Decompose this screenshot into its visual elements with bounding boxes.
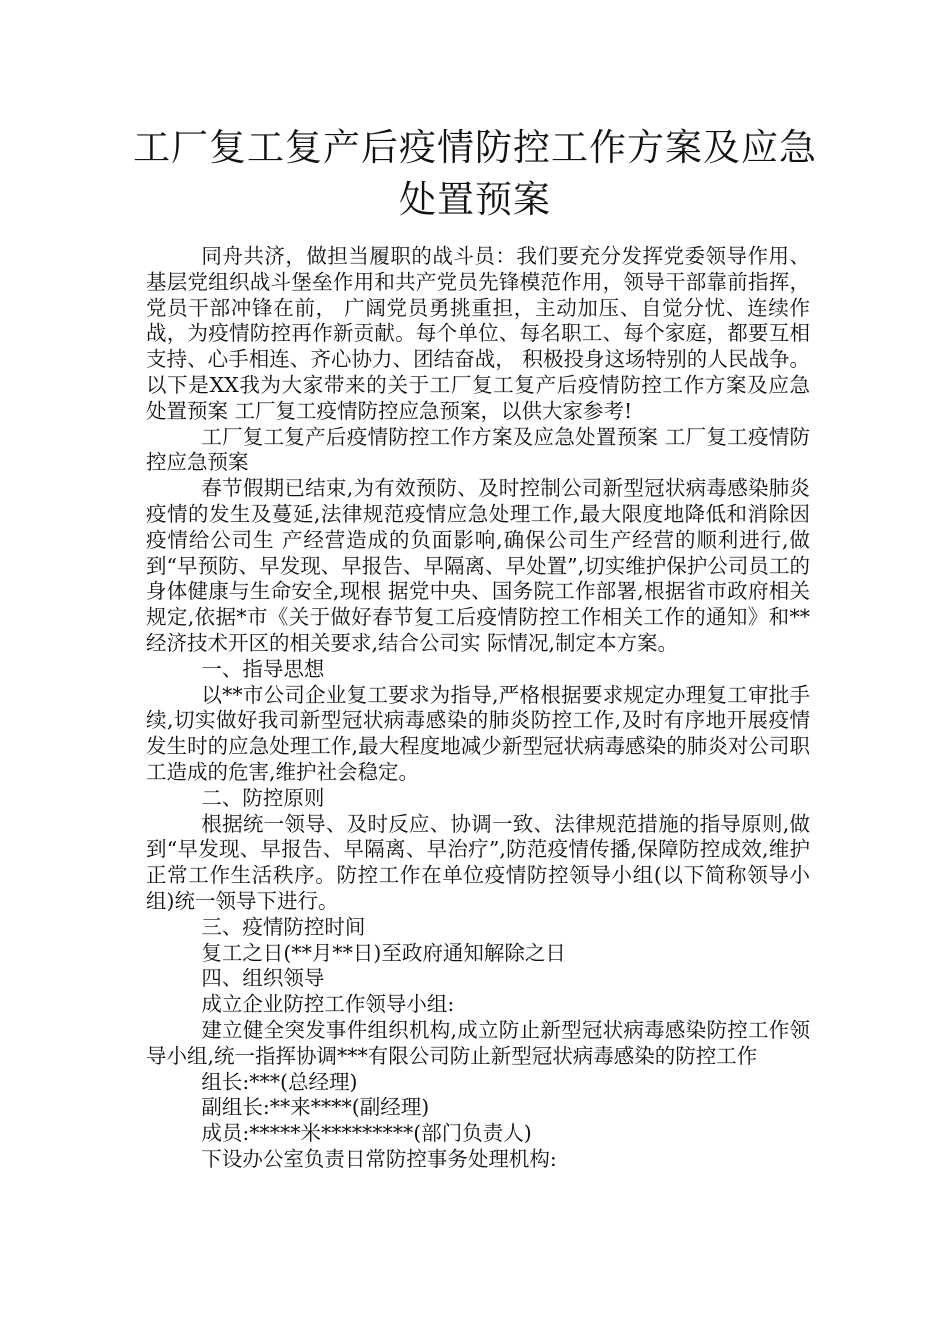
period-paragraph: 复工之日(**月**日)至政府通知解除之日 [201,940,566,965]
title-line-1: 工厂复工复产后疫情防控工作方案及应急 [133,126,817,169]
subtitle-paragraph: 工厂复工复产后疫情防控工作方案及应急处置预案 工厂复工疫情防控应急预案 [146,424,810,475]
intro-paragraph: 同舟共济，做担当履职的战斗员：我们要充分发挥党委领导作用、基层党组织战斗堡垒作用和共产党员先锋模范作用，领导干部靠前指挥，党员干部冲锋在前， 广阔党员勇挑重担，主动加压、自觉分忧、连续作战，为疫情防控再作新贡献。每个单位、每名职工、每个家庭，都要互相支持、心手相连、齐心协力、团结奋战， 积极投身这场特别的人民战争。以下是XX我为大家带来的关于工厂复工复产后疫情防控工作方案及应急处置预案 工厂复工疫情防控应急预案，以供大家参考! [146,244,810,423]
organization-paragraph: 建立健全突发事件组织机构,成立防止新型冠状病毒感染防控工作领导小组,统一指挥协调***有限公司防止新型冠状病毒感染的防控工作 [146,1017,810,1068]
section-heading-guiding-thought: 一、指导思想 [201,656,325,681]
document-body [146,244,810,1173]
principles-paragraph: 根据统一领导、及时反应、协调一致、法律规范措施的指导原则,做到“早发现、早报告、早隔离、早治疗”,防范疫情传播,保障防控成效,维护正常工作生活秩序。防控工作在单位疫情防控领导小组(以下简称领导小组)统一领导下进行。 [146,811,810,913]
guiding-thought-paragraph: 以**市公司企业复工要求为指导,严格根据要求规定办理复工审批手续,切实做好我司新型冠状病毒感染的肺炎防控工作,及时有序地开展疫情发生时的应急处理工作,最大程度地减少新型冠状病毒感染的肺炎对公司职工造成的危害,维护社会稳定。 [146,682,810,784]
members-line: 成员:*****米*********(部门负责人) [201,1121,532,1146]
title-line-2: 处置预案 [399,178,551,221]
team-leader-line: 组长:***(总经理) [201,1069,358,1094]
deputy-leader-line: 副组长:**来****(副经理) [201,1095,430,1120]
section-heading-period: 三、疫情防控时间 [201,914,366,939]
office-line: 下设办公室负责日常防控事务处理机构: [201,1146,557,1171]
document-title [100,122,850,226]
organization-intro: 成立企业防控工作领导小组: [201,992,455,1017]
section-heading-principles: 二、防控原则 [201,785,325,810]
section-heading-organization: 四、组织领导 [201,966,325,991]
background-paragraph: 春节假期已结束,为有效预防、及时控制公司新型冠状病毒感染肺炎疫情的发生及蔓延,法律规范疫情应急处理工作,最大限度地降低和消除因疫情给公司生 产经营造成的负面影响,确保公司生产经营的顺利进行,做到“早预防、早发现、早报告、早隔离、早处置”,切实维护保护公司员工的身体健康与生命安全,现根 据党中央、国务院工作部署,根据省市政府相关规定,依据*市《关于做好春节复工后疫情防控工作相关工作的通知》和**经济技术开区的相关要求,结合公司实 际情况,制定本方案。 [146,476,810,655]
